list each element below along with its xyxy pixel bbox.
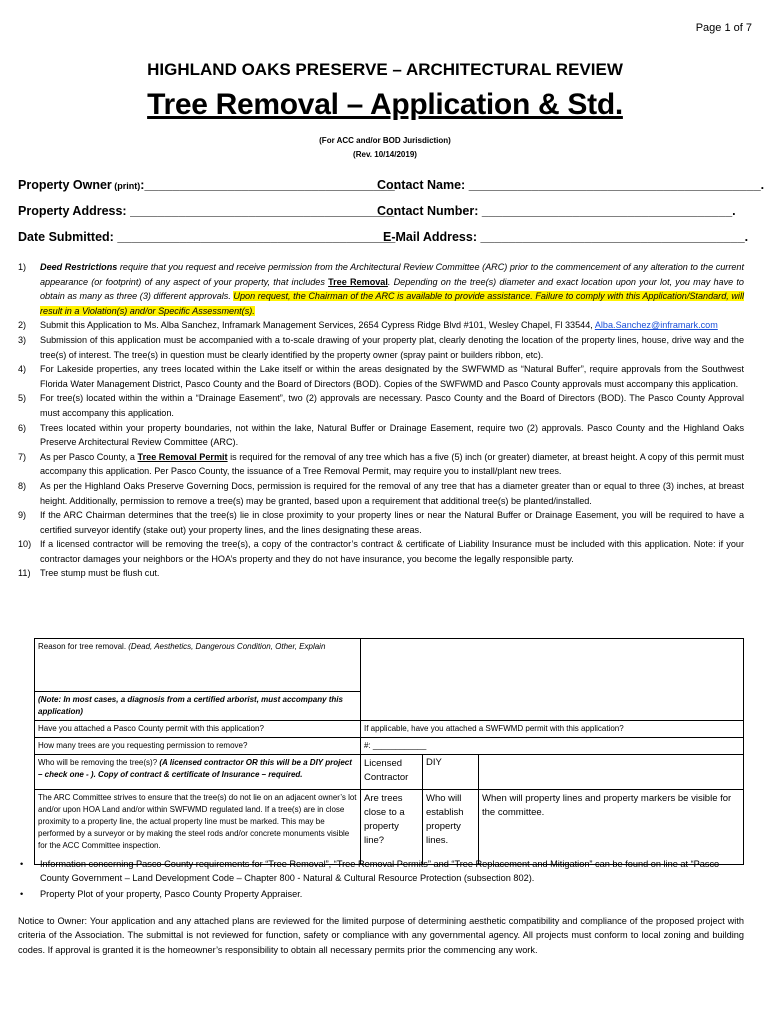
requirement-text: require that you request and receive permission from the Architectural Review Committee (ARC) prior to the commencement of any alteration to the current appearance (or footprint) of any aspect of your property, that includes [40, 262, 744, 287]
page-number: Page 1 of 7 [695, 22, 752, 34]
requirement-item [18, 508, 744, 537]
requirement-item [18, 318, 744, 333]
tree-removal-permit-link[interactable]: Tree Removal Permit [137, 451, 228, 462]
deed-restrictions-label: Deed Restrictions [40, 262, 118, 272]
item-number: 10) [18, 539, 32, 550]
remover-blank-cell [479, 755, 744, 790]
item-number: 4) [18, 364, 27, 375]
tree-count-answer[interactable]: #: ____________ [361, 738, 744, 755]
contact-number-field[interactable] [377, 204, 736, 218]
tree-count-question: How many trees are you requesting permission to remove? [35, 738, 361, 755]
item-number: 1) [18, 262, 27, 272]
requirement-text: If the ARC Chairman determines that the tree(s) lie in close proximity to your property lines or near the Natural Buffer or Drainage Easement, you will be required to have a certified surveyor identify (stake out) your property lines, and the lines designating these areas. [40, 510, 744, 535]
item-number: 2) [18, 320, 27, 331]
reason-cell[interactable] [35, 639, 361, 692]
email-link[interactable]: Alba.Sanchez@inframark.com [594, 320, 718, 331]
bullet-icon: • [20, 859, 24, 869]
remover-question [35, 755, 361, 790]
item-number: 9) [18, 510, 27, 521]
print-hint: (print) [111, 181, 141, 191]
requirement-item [18, 421, 744, 450]
tree-removal-link[interactable]: Tree Removal [328, 276, 388, 287]
arborist-note: (Note: In most cases, a diagnosis from a certified arborist, must accompany this application) [35, 692, 361, 721]
bullet-icon: • [20, 889, 24, 899]
bullet-text: Property Plot of your property, Pasco County Property Appraiser. [40, 889, 303, 899]
requirement-text: As per Pasco County, a [40, 451, 138, 462]
contact-number-line[interactable]: ____________________________________. [481, 204, 736, 218]
markers-visible-date[interactable]: When will property lines and property markers be visible for the committee. [479, 790, 744, 865]
property-owner-field[interactable] [18, 178, 398, 192]
item-number: 6) [18, 422, 27, 433]
date-submitted-field[interactable] [18, 230, 399, 244]
contact-number-label: Contact Number: [377, 204, 482, 218]
item-number: 11) [18, 568, 31, 579]
document-title: Tree Removal – Application & Std. [147, 88, 623, 121]
requirement-text: If a licensed contractor will be removing the tree(s), a copy of the contractor’s contract & certificate of Liability Insurance must be included with this application. Note: if your contractor damages your neighbors or the HOA’s property and they do not have insurance, you become the legally responsible party. [40, 539, 744, 564]
requirement-item [18, 333, 744, 362]
pasco-permit-question[interactable]: Have you attached a Pasco County permit with this application? [35, 721, 361, 738]
contact-name-label: Contact Name: [377, 178, 469, 192]
date-submitted-label: Date Submitted: [18, 230, 118, 244]
organization-title: HIGHLAND OAKS PRESERVE – ARCHITECTURAL REVIEW [147, 60, 623, 79]
notice-to-owner: Notice to Owner: Your application and any attached plans are reviewed for the limited purpose of determining aesthetic compatibility and compliance of the proposed project with criteria of the Association. The submittal is not reviewed for function, safety or compliance with any governmental agency. All projects must conform to local zoning and building codes. If approval is granted it is the homeowner’s responsibility to obtain all necessary permits prior the commencing any work. [18, 916, 744, 955]
requirement-item [18, 566, 744, 581]
requirement-text: For tree(s) located within the within a “Drainage Easement”, two (2) approvals are necessary. Pasco County and the Board of Directors (BOD). The Pasco County Approval must accompany this application. [40, 393, 744, 418]
requirement-text: Trees located within your property boundaries, not within the lake, Natural Buffer or Drainage Easement, require two (2) approvals. Pasco County and the Highland Oaks Preserve Architectural Review Committee (ARC). [40, 422, 744, 448]
item-number: 3) [18, 334, 27, 345]
requirement-item [18, 450, 744, 479]
requirement-text: As per the Highland Oaks Preserve Governing Docs, permission is required for the removal of any tree that has a diameter greater than or equal to three (3) inches, at breast height. Additionally, permission to remove a tree(s) may be granted, based upon a requirement that additional tree(s) be planted/installed. [40, 480, 744, 506]
requirement-item [18, 391, 744, 420]
diy-option[interactable]: DIY [423, 755, 479, 790]
reason-label: Reason for tree removal. [38, 642, 129, 651]
bullet-text: Information concerning Pasco County requirements for “Tree Removal”, “Tree Removal Permits” and “Tree Replacement and Mitigation” can be found on line at “Pasco County Government – Land Development Code – Chapter 800 - Natural & Cultural Resource Protection (subsection 802). [40, 859, 720, 883]
licensed-contractor-option[interactable]: Licensed Contractor [361, 755, 423, 790]
remover-question-hint: (A licensed contractor OR this will be a DIY project – check one - ). Copy of contract & certificate of Insurance – required. [38, 758, 352, 779]
property-line-establisher[interactable]: Who will establish property lines. [423, 790, 479, 865]
email-address-line[interactable]: ______________________________________. [480, 230, 749, 244]
application-form-table [34, 638, 744, 865]
remover-question-text: Who will be removing the tree(s)? [38, 758, 160, 767]
requirement-text: is required for the removal of any tree which has a five (5) inch (or greater) diameter, at breast height. A copy of this permit must accompany this application. Per Pasco County, the issuance of a Tree Removal Permit, may require you to install/plant new trees. [40, 451, 744, 477]
date-submitted-line[interactable]: ________________________________________. [117, 230, 399, 244]
requirement-text: For Lakeside properties, any trees located within the Lake itself or within the areas designated by the SWFWMD as “Natural Buffer”, require approvals from the Southwest Florida Water Management District, Pasco County and the Board of Directors (BOD). Copies of the SWFWMD and Pasco County approvals must accompany this application. [40, 364, 744, 389]
requirement-item [18, 362, 744, 391]
requirement-text: Submission of this application must be accompanied with a to-scale drawing of your property plat, clearly denoting the location of the property lines, house, drive way and the tree(s) of interest. The tree(s) in question must be clearly identified by the property owner (spray paint or builders ribbon, etc). [40, 334, 744, 360]
arc-property-line-text: The ARC Committee strives to ensure that the tree(s) do not lie on an adjacent owner’s lot and/or upon HOA Land and/or within SWFWMD regulated land. If a tree(s) are in close proximity to a property line, the actual property line must be marked. This may be performed by a surveyor or by making the steel rods and/or concrete monuments visible for the ACC Committee inspection. [35, 790, 361, 865]
highlighted-warning: Upon request, the Chairman of the ARC is available to provide assistance. Failure to comply with this Application/Standard, will result in a Violation(s) and/or Specific Assessment(s). [40, 291, 744, 316]
email-address-field[interactable] [383, 230, 748, 244]
swfwmd-permit-question[interactable]: If applicable, have you attached a SWFWMD permit with this application? [361, 721, 744, 738]
item-number: 8) [18, 480, 27, 491]
revision-subtitle: (Rev. 10/14/2019) [353, 150, 417, 159]
property-address-field[interactable] [18, 204, 398, 218]
email-address-label: E-Mail Address: [383, 230, 481, 244]
property-owner-line[interactable]: :____________________________________. [140, 178, 399, 192]
item-number: 7) [18, 451, 27, 462]
requirement-item [18, 537, 744, 566]
requirement-text: . Depending on the tree(s) diameter and exact location upon your lot, you may have to obtain as many as three (3) different approvals. [40, 276, 744, 302]
contact-name-line[interactable]: __________________________________________. [468, 178, 765, 192]
requirement-item [18, 479, 744, 508]
property-address-line[interactable]: ______________________________________. [130, 204, 398, 218]
property-line-question[interactable]: Are trees close to a property line? [361, 790, 423, 865]
jurisdiction-subtitle: (For ACC and/or BOD Jurisdiction) [319, 136, 451, 145]
property-address-label: Property Address: [18, 204, 131, 218]
requirements-list [18, 260, 744, 581]
requirement-item [18, 260, 744, 318]
item-number: 5) [18, 393, 27, 404]
requirement-text: Tree stump must be flush cut. [40, 568, 160, 579]
property-owner-label: Property Owner [18, 178, 112, 192]
reason-hint: (Dead, Aesthetics, Dangerous Condition, Other, Explain [128, 642, 326, 651]
contact-name-field[interactable] [377, 178, 764, 192]
reason-answer-cell[interactable] [361, 639, 744, 721]
requirement-text: Submit this Application to Ms. Alba Sanchez, Inframark Management Services, 2654 Cypress Ridge Blvd #101, Wesley Chapel, Fl 33544, [40, 320, 595, 331]
